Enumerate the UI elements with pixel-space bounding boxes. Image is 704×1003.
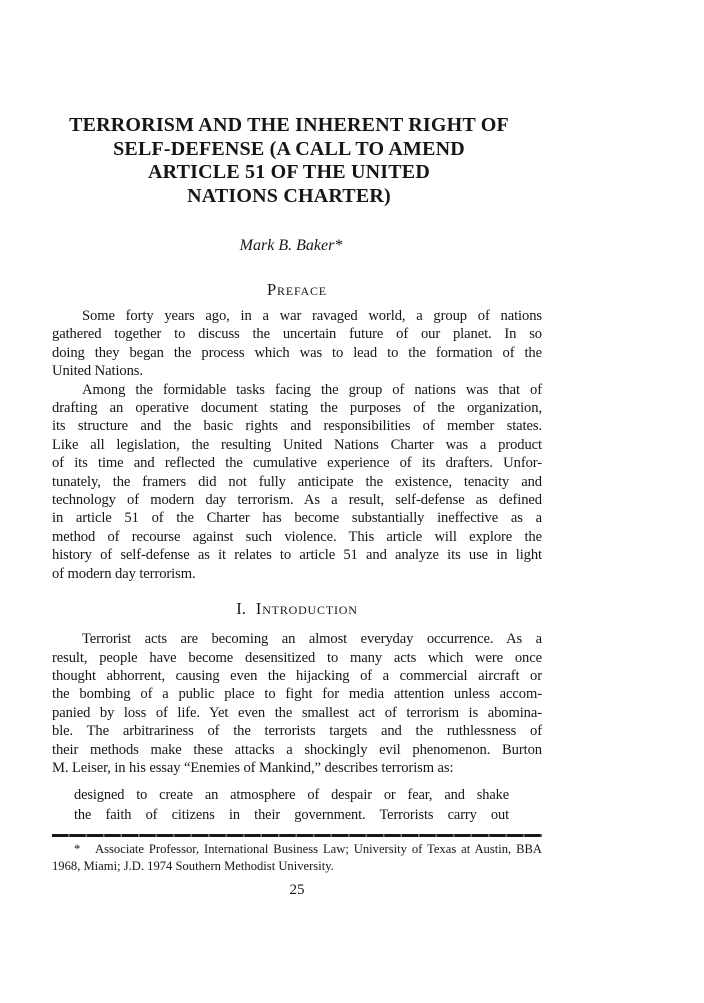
section-title: Introduction [255, 599, 358, 619]
text-line: Among the formidable tasks facing the group of nations was that of [82, 381, 542, 398]
article-title-line: NATIONS CHARTER) [187, 184, 391, 207]
text-line: Terrorist acts are becoming an almost everyday occurrence. As a [82, 631, 542, 648]
text-line: the faith of citizens in their government. Terrorists carry out [74, 806, 509, 823]
text-line: in article 51 of the Charter has become substantially ineffective as a [52, 510, 542, 527]
text-line: technology of modern day terrorism. As a result, self-defense as defined [52, 492, 542, 509]
text-line: history of self-defense as it relates to article 51 and analyze its use in light [52, 547, 542, 564]
text-line: tunately, the framers did not fully anticipate the existence, tenacity and [52, 473, 542, 490]
introduction-paragraph-1 [52, 630, 542, 777]
text-column [52, 0, 542, 899]
text-line: Like all legislation, the resulting United Nations Charter was a product [52, 436, 542, 453]
text-line: ble. The arbitrariness of the terrorists targets and the ruthlessness of [52, 723, 542, 740]
preface-paragraph-1 [52, 307, 542, 381]
article-title-line: TERRORISM AND THE INHERENT RIGHT OF [69, 114, 509, 136]
text-line: drafting an operative document stating the purposes of the organization, [52, 400, 542, 417]
text-line: United Nations. [52, 363, 143, 380]
text-line: designed to create an atmosphere of despair or fear, and shake [74, 787, 509, 804]
text-line: 1968, Miami; J.D. 1974 Southern Methodist University. [52, 858, 334, 873]
preface-paragraph-2 [52, 381, 542, 583]
page-number: 25 [289, 881, 305, 898]
article-title [52, 114, 526, 208]
text-line: its structure and the basic rights and responsibilities of member states. [52, 418, 542, 435]
text-line: method of recourse against such violence. This article will explore the [52, 528, 542, 545]
article-title-line: SELF-DEFENSE (A CALL TO AMEND [113, 137, 465, 160]
article-title-line: ARTICLE 51 OF THE UNITED [148, 161, 430, 183]
text-line: the bombing of a public place to fight for media attention unless accom- [52, 686, 542, 703]
text-line: panied by loss of life. Yet even the smallest act of terrorism is abomina- [52, 704, 542, 721]
text-line: result, people have become desensitized to many acts which were once [52, 649, 542, 666]
block-quote [52, 786, 542, 825]
text-line: of its time and reflected the cumulative experience of its drafters. Unfor- [52, 455, 542, 472]
text-line: * Associate Professor, International Business Law; University of Texas at Austin, BBA [74, 842, 542, 857]
text-line: thought abhorrent, causing even the hijacking of a commercial aircraft or [52, 667, 542, 684]
section-number: I. [236, 599, 246, 619]
text-line: doing they began the process which was to lead to the formation of the [52, 344, 542, 361]
text-line: M. Leiser, in his essay “Enemies of Mankind,” describes terrorism as: [52, 759, 454, 776]
author-byline: Mark B. Baker* [239, 237, 343, 254]
footnote-rule [52, 834, 542, 837]
text-line: gathered together to discuss the uncertain future of our planet. In so [52, 326, 542, 343]
footnote [52, 841, 542, 874]
text-line: their methods make these attacks a shockingly evil phenomenon. Burton [52, 741, 542, 758]
text-line: of modern day terrorism. [52, 565, 196, 582]
preface-heading: Preface [267, 280, 327, 299]
introduction-heading [52, 600, 542, 617]
text-line: Some forty years ago, in a war ravaged world, a group of nations [82, 308, 542, 324]
